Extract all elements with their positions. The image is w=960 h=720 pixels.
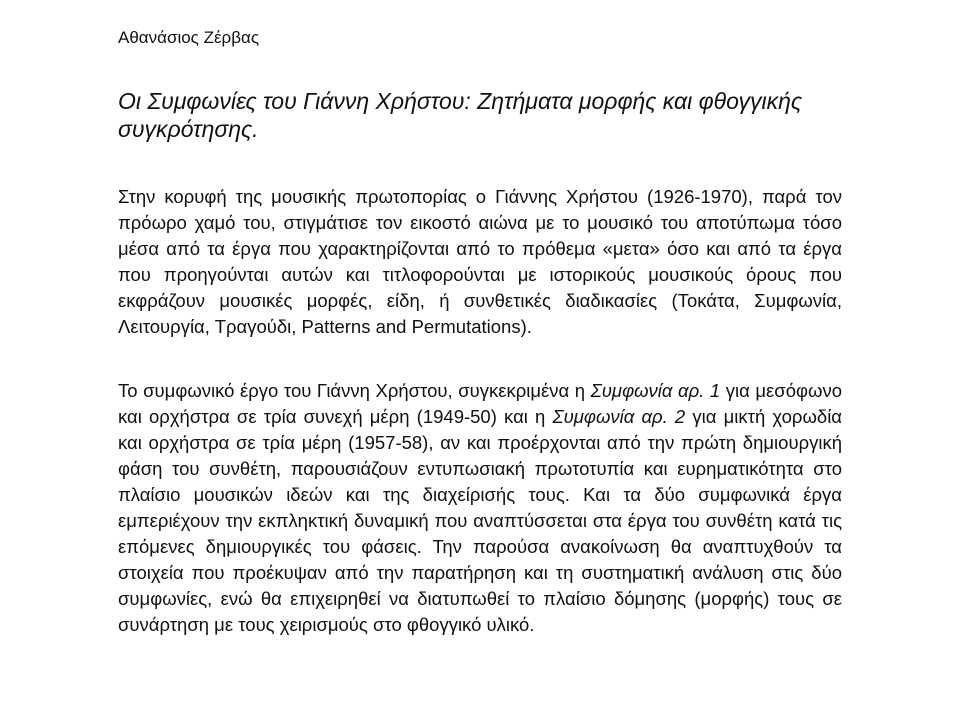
author-name: Αθανάσιος Ζέρβας	[118, 28, 260, 47]
document-title: Οι Συμφωνίες του Γιάννη Χρήστου: Ζητήματα μορφής και φθογγικής συγκρότησης.	[118, 88, 803, 142]
symphony-1-title: Συμφωνία αρ. 1	[590, 380, 721, 401]
symphony-2-title: Συμφωνία αρ. 2	[552, 406, 686, 427]
paragraph-introduction: Στην κορυφή της μουσικής πρωτοπορίας ο Γιάννης Χρήστου (1926-1970), παρά τον πρόωρο χαμό του, στιγμάτισε τον εικοστό αιώνα με το μουσικό του αποτύπωμα τόσο μέσα από τα έργα που χαρακτηρίζονται από το πρόθεμα «μετα» όσο και από τα έργα που προηγούνται αυτών και τιτλοφορούνται με ιστορικούς μουσικούς όρους που εκφράζουν μουσικές μορφές, είδη, ή συνθετικές διαδικασίες (Τοκάτα, Συμφωνία, Λειτουργία, Τραγούδι, Patterns and Permutations).	[118, 186, 842, 337]
paragraph-text-part: για μικτή χορωδία και ορχήστρα σε τρία μέρη (1957-58), αν και προέρχονται από την πρώτη δημιουργική φάση του συνθέτη, παρουσιάζουν εντυπωσιακή πρωτοτυπία και ευρηματικότητα στο πλαίσιο μουσικών ιδεών και της διαχείρισής τους. Και τα δύο συμφωνικά έργα εμπεριέχουν την εκπληκτική δυναμική που αναπτύσσεται στα έργα του συνθέτη κατά τις επόμενες δημιουργικές του φάσεις. Την παρούσα ανακοίνωση θα αναπτυχθούν τα στοιχεία που προέκυψαν από την παρατήρηση και τη συστηματική ανάλυση στις δύο συμφωνίες, ενώ θα επιχειρηθεί να διατυπωθεί το πλαίσιο δόμησης (μορφής) τους σε συνάρτηση με τους χειρισμούς στο φθογγικό υλικό.	[118, 406, 842, 635]
paragraph-text-part: Το συμφωνικό έργο του Γιάννη Χρήστου, συγκεκριμένα η	[118, 380, 591, 401]
paragraph-text-part: για μεσόφωνο και ορχήστρα σε τρία συνεχή μέρη (1949-50) και η	[118, 380, 842, 427]
paragraph-symphonies	[118, 378, 842, 638]
